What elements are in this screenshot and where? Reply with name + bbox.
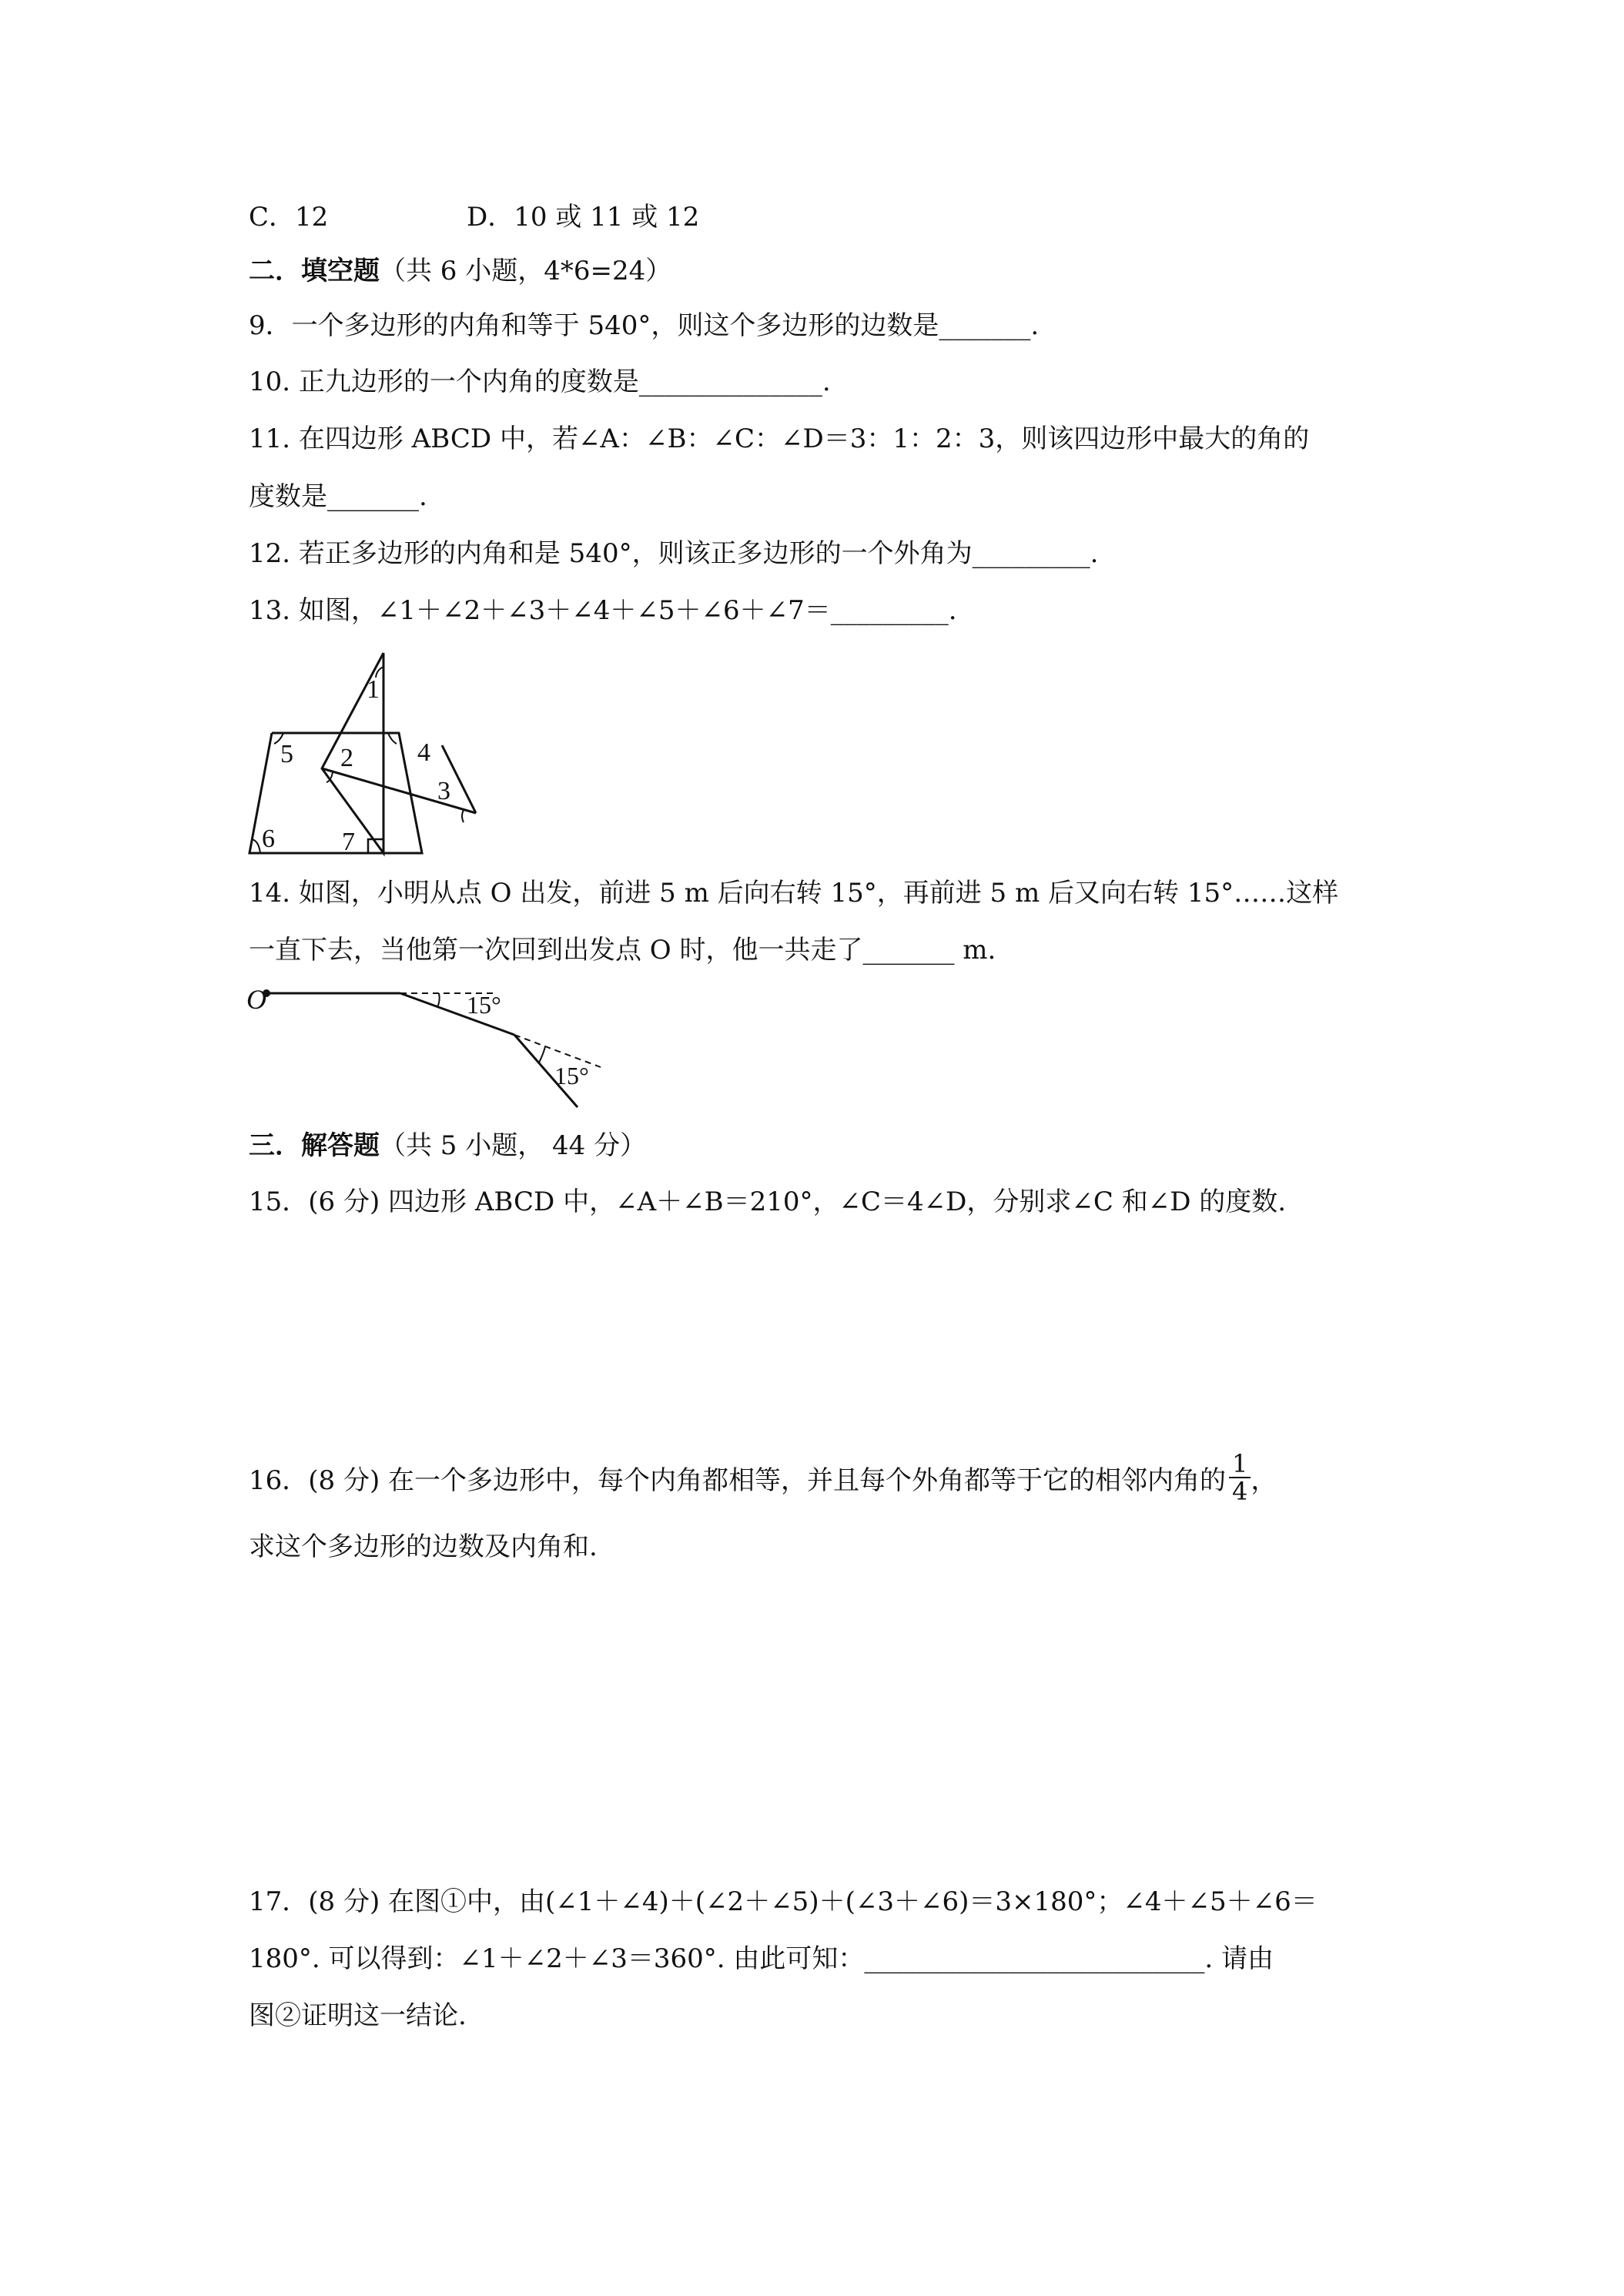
fig14-angle-arc-1 (437, 993, 440, 1007)
question-11-line1: 11. 在四边形 ABCD 中，若∠A：∠B：∠C：∠D＝3：1：2：3，则该四边形中最大的角的 (249, 423, 1310, 454)
fig13-line-slant (322, 768, 476, 813)
question-13: 13. 如图，∠1＋∠2＋∠3＋∠4＋∠5＋∠6＋∠7＝_________. (249, 595, 957, 626)
section3-note: （共 5 小题， 44 分） (380, 1130, 647, 1161)
question-9: 9．一个多边形的内角和等于 540°，则这个多边形的边数是_______. (249, 310, 1040, 341)
fig14-angle-arc-2 (539, 1046, 545, 1063)
question-17-line3: 图②证明这一结论. (249, 2000, 467, 2031)
question-16-line1-end: ， (1251, 1465, 1277, 1496)
fig13-label-1: 1 (367, 675, 380, 704)
question-17-line2: 180°. 可以得到：∠1＋∠2＋∠3＝360°. 由此可知：__________________________. 请由 (249, 1943, 1274, 1974)
section2-title: 二．填空题 (249, 256, 380, 286)
figure-14 (239, 976, 624, 1115)
fig13-label-4: 4 (417, 738, 430, 767)
question-16-text: 16．(8 分) 在一个多边形中，每个内角都相等，并且每个外角都等于它的相邻内角的 (249, 1465, 1227, 1496)
question-11-line2: 度数是_______. (249, 481, 427, 512)
section3-title: 三．解答题 (249, 1130, 380, 1161)
fig13-label-2: 2 (340, 744, 353, 772)
question-16-line1 (249, 1449, 1277, 1509)
fraction-one-quarter (1229, 1451, 1251, 1504)
q8-option-c: C．12 (249, 202, 329, 233)
fraction-numerator: 1 (1229, 1451, 1251, 1478)
fig14-label-origin: O (246, 984, 266, 1015)
q8-option-d: D．10 或 11 或 12 (467, 202, 700, 233)
question-14-line1: 14. 如图，小明从点 O 出发，前进 5 m 后向右转 15°，再前进 5 m 后又向右转 15°……这样 (249, 878, 1339, 909)
question-17-line1: 17．(8 分) 在图①中，由(∠1＋∠4)＋(∠2＋∠5)＋(∠3＋∠6)＝3×180°；∠4＋∠5＋∠6＝ (249, 1886, 1318, 1917)
section2-heading (249, 256, 671, 286)
fig13-label-7: 7 (342, 828, 355, 856)
question-15: 15．(6 分) 四边形 ABCD 中，∠A＋∠B＝210°，∠C＝4∠D，分别求∠C 和∠D 的度数. (249, 1186, 1287, 1217)
fig13-trapezoid (249, 733, 422, 853)
fig14-label-angle2: 15° (554, 1062, 589, 1089)
fig13-label-5: 5 (280, 740, 293, 768)
fig13-label-3: 3 (437, 777, 450, 805)
question-16-line2: 求这个多边形的边数及内角和. (249, 1531, 598, 1562)
question-14-line2: 一直下去，当他第一次回到出发点 O 时，他一共走了_______ m. (249, 935, 996, 966)
figure-13 (231, 638, 493, 869)
question-10: 10. 正九边形的一个内角的度数是______________. (249, 366, 831, 397)
fig14-label-angle1: 15° (467, 991, 501, 1019)
section3-heading (249, 1130, 646, 1161)
question-12: 12. 若正多边形的内角和是 540°，则该正多边形的一个外角为_________. (249, 538, 1099, 569)
section2-note: （共 6 小题，4*6=24） (380, 256, 672, 286)
fraction-denominator: 4 (1232, 1477, 1248, 1506)
fig13-label-6: 6 (262, 825, 275, 853)
